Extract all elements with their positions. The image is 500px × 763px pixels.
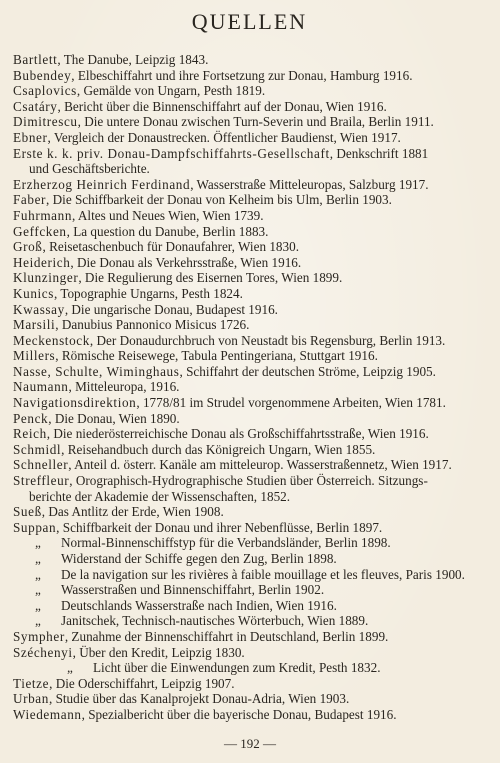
entry-text: , Die Regulierung des Eisernen Tores, Wien 1899. <box>78 270 343 286</box>
ditto-mark: „ <box>67 660 73 676</box>
entry-author: Kunics <box>13 285 54 301</box>
entry-author: Tietze <box>13 675 50 691</box>
bibliography-entry <box>13 582 486 598</box>
entry-author: Suppan <box>13 519 57 535</box>
bibliography-entry <box>13 645 486 661</box>
bibliography-entry <box>13 426 486 442</box>
entry-text: , Mitteleuropa, 1916. <box>68 379 180 395</box>
entry-text: De la navigation sur les rivières à faible mouillage et les fleuves, Paris 1900. <box>61 566 465 582</box>
bibliography-entry <box>13 130 486 146</box>
entry-text: , Denkschrift 1881 <box>329 145 429 161</box>
entry-author: Geffcken <box>13 223 67 239</box>
ditto-mark: „ <box>35 597 41 613</box>
bibliography-entry <box>13 68 486 84</box>
entry-continuation: und Geschäftsberichte. <box>29 161 150 177</box>
bibliography-entry <box>13 114 486 130</box>
entry-author: Schneller <box>13 457 69 473</box>
bibliography-entry <box>13 364 486 380</box>
entry-author: Bubendey <box>13 67 72 83</box>
bibliography-list <box>13 52 486 723</box>
entry-text: Deutschlands Wasserstraße nach Indien, Wien 1916. <box>61 597 337 613</box>
entry-text: , Römische Reisewege, Tabula Pentingeriana, Stuttgart 1916. <box>55 348 378 364</box>
bibliography-entry <box>13 691 486 707</box>
entry-author: Urban <box>13 691 49 707</box>
bibliography-entry <box>13 457 486 473</box>
bibliography-entry <box>13 551 486 567</box>
entry-text: , Wasserstraße Mitteleuropas, Salzburg 1917. <box>190 176 429 192</box>
bibliography-entry <box>13 302 486 318</box>
bibliography-entry <box>13 629 486 645</box>
entry-text: , Die niederösterreichische Donau als Großschiffahrtsstraße, Wien 1916. <box>46 426 429 442</box>
bibliography-entry <box>13 442 486 458</box>
entry-author: Csatáry <box>13 98 58 114</box>
entry-author: Bartlett <box>13 52 58 67</box>
entry-author: Penck <box>13 410 49 426</box>
bibliography-entry <box>13 146 486 177</box>
entry-text: , Über den Kredit, Leipzig 1830. <box>72 644 245 660</box>
entry-author: Klunzinger <box>13 270 79 286</box>
entry-text: Wasserstraßen und Binnenschiffahrt, Berlin 1902. <box>61 582 325 598</box>
entry-author: Millers <box>13 348 56 364</box>
entry-author: Nasse, Schulte, Wiminghaus <box>13 363 180 379</box>
bibliography-entry <box>13 504 486 520</box>
entry-author: Naumann <box>13 379 69 395</box>
entry-author: Schmidl <box>13 441 62 457</box>
entry-author: Heiderich <box>13 254 71 270</box>
bibliography-entry <box>13 411 486 427</box>
entry-text: , Gemälde von Ungarn, Pesth 1819. <box>76 83 266 99</box>
entry-text: , La question du Danube, Berlin 1883. <box>66 223 269 239</box>
bibliography-entry <box>13 52 486 68</box>
entry-text: , Bericht über die Binnenschiffahrt auf der Donau, Wien 1916. <box>57 98 387 114</box>
entry-text: , Die untere Donau zwischen Turn-Severin und Braila, Berlin 1911. <box>77 114 434 130</box>
entry-author: Streffleur <box>13 473 70 489</box>
page-number: — 192 — <box>224 736 276 751</box>
bibliography-entry <box>13 348 486 364</box>
bibliography-entry <box>13 395 486 411</box>
entry-text: , Studie über das Kanalprojekt Donau-Adria, Wien 1903. <box>48 691 350 707</box>
entry-text: , Reisehandbuch durch das Königreich Ungarn, Wien 1855. <box>61 441 376 457</box>
entry-author: Meckenstock <box>13 332 90 348</box>
entry-author: Marsili <box>13 317 56 333</box>
entry-text: , Topographie Ungarns, Pesth 1824. <box>53 285 243 301</box>
entry-text: , Zunahme der Binnenschiffahrt in Deutschland, Berlin 1899. <box>64 628 389 644</box>
entry-text: Normal-Binnenschiffstyp für die Verbandsländer, Berlin 1898. <box>61 535 391 551</box>
entry-text: , Anteil d. österr. Kanäle am mitteleurop. Wasserstraßennetz, Wien 1917. <box>68 457 452 473</box>
entry-author: Erzherzog Heinrich Ferdinand <box>13 176 191 192</box>
entry-text: , The Danube, Leipzig 1843. <box>57 52 209 67</box>
bibliography-entry <box>13 707 486 723</box>
bibliography-entry <box>13 177 486 193</box>
bibliography-entry <box>13 239 486 255</box>
entry-text: , Reisetaschenbuch für Donaufahrer, Wien 1830. <box>42 239 300 255</box>
entry-author: Kwassay <box>13 301 65 317</box>
bibliography-entry <box>13 99 486 115</box>
entry-text: , Orographisch-Hydrographische Studien über Österreich. Sitzungs- <box>69 473 428 489</box>
entry-text: Janitschek, Technisch-nautisches Wörterbuch, Wien 1889. <box>61 613 369 629</box>
bibliography-entry <box>13 676 486 692</box>
entry-author: Sueß <box>13 504 42 520</box>
bibliography-entry <box>13 333 486 349</box>
entry-author: Faber <box>13 192 47 208</box>
ditto-mark: „ <box>35 566 41 582</box>
bibliography-entry <box>13 286 486 302</box>
entry-text: , Das Antlitz der Erde, Wien 1908. <box>41 504 224 520</box>
entry-author: Fuhrmann <box>13 207 73 223</box>
bibliography-entry <box>13 317 486 333</box>
entry-text: Widerstand der Schiffe gegen den Zug, Berlin 1898. <box>61 551 337 566</box>
bibliography-entry <box>13 660 486 676</box>
entry-text: , Vergleich der Donaustrecken. Öffentlicher Baudienst, Wien 1917. <box>47 129 401 145</box>
bibliography-entry <box>13 598 486 614</box>
ditto-mark: „ <box>35 551 41 566</box>
bibliography-entry <box>13 208 486 224</box>
entry-author: Ebner <box>13 129 48 145</box>
entry-text: , Spezialbericht über die bayerische Donau, Budapest 1916. <box>81 706 397 722</box>
ditto-mark: „ <box>35 535 41 551</box>
bibliography-entry <box>13 473 486 504</box>
entry-text: , Der Donaudurchbruch von Neustadt bis Regensburg, Berlin 1913. <box>89 332 446 348</box>
bibliography-entry <box>13 520 486 536</box>
entry-text: , 1778/81 im Strudel vorgenommene Arbeiten, Wien 1781. <box>136 395 446 411</box>
entry-author: Wiedemann <box>13 706 82 722</box>
entry-text: , Schiffahrt der deutschen Ströme, Leipzig 1905. <box>179 363 436 379</box>
entry-author: Sympher <box>13 628 65 644</box>
bibliography-entry <box>13 192 486 208</box>
entry-text: , Die Donau als Verkehrsstraße, Wien 1916. <box>70 254 302 270</box>
entry-text: , Die Donau, Wien 1890. <box>48 410 180 426</box>
entry-continuation: berichte der Akademie der Wissenschaften, 1852. <box>29 488 291 504</box>
entry-author: Dimitrescu <box>13 114 78 130</box>
bibliography-entry <box>13 270 486 286</box>
entry-text: , Elbeschiffahrt und ihre Fortsetzung zur Donau, Hamburg 1916. <box>71 67 413 83</box>
bibliography-entry <box>13 83 486 99</box>
entry-author: Széchenyi <box>13 644 73 660</box>
entry-text: , Die ungarische Donau, Budapest 1916. <box>64 301 278 317</box>
entry-text: , Schiffbarkeit der Donau und ihrer Nebenflüsse, Berlin 1897. <box>56 519 383 535</box>
entry-text: Licht über die Einwendungen zum Kredit, Pesth 1832. <box>93 660 381 676</box>
ditto-mark: „ <box>35 613 41 629</box>
entry-text: , Die Schiffbarkeit der Donau von Kelheim bis Ulm, Berlin 1903. <box>46 192 392 208</box>
bibliography-entry <box>13 255 486 271</box>
page-title: QUELLEN <box>191 9 308 34</box>
entry-text: , Altes und Neues Wien, Wien 1739. <box>72 207 264 223</box>
entry-author: Groß <box>13 239 43 255</box>
entry-author: Csaplovics <box>13 83 77 99</box>
bibliography-entry <box>13 613 486 629</box>
entry-author: Reich <box>13 426 47 442</box>
entry-text: , Danubius Pannonico Misicus 1726. <box>55 317 250 333</box>
entry-author: Navigationsdirektion <box>13 395 137 411</box>
entry-author: Erste k. k. priv. Donau-Dampfschiffahrts-Gesellschaft <box>13 145 330 161</box>
entry-text: , Die Oderschiffahrt, Leipzig 1907. <box>49 675 235 691</box>
ditto-mark: „ <box>35 582 41 598</box>
bibliography-entry <box>13 224 486 240</box>
bibliography-entry <box>13 379 486 395</box>
bibliography-entry <box>13 567 486 583</box>
bibliography-entry <box>13 535 486 551</box>
